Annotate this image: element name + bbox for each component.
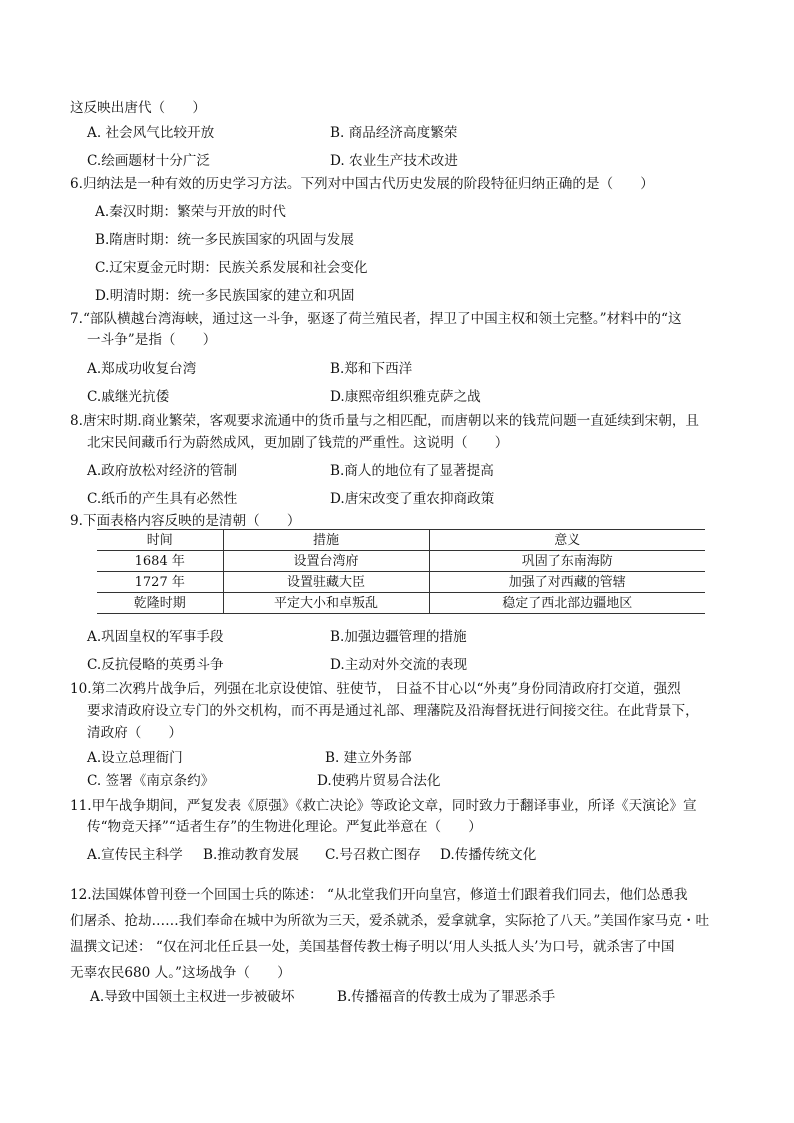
q7-stem-line1: 7.“部队横越台湾海峡，通过这一斗争，驱逐了荷兰殖民者，捍卫了中国主权和领土完整。”材料中的“这 (70, 311, 682, 327)
q10-option-d[interactable]: D.使鸦片贸易合法化 (317, 773, 441, 789)
table-cell: 加强了对西藏的管辖 (429, 572, 705, 593)
q5-option-a[interactable]: A. 社会风气比较开放 (87, 125, 215, 141)
table-header-row (97, 530, 705, 551)
q9-option-c[interactable]: C.反抗侵略的英勇斗争 (87, 657, 224, 673)
table-cell: 稳定了西北部边疆地区 (429, 593, 705, 614)
q8-option-a[interactable]: A.政府放松对经济的管制 (87, 463, 238, 479)
q11-option-d[interactable]: D.传播传统文化 (440, 847, 537, 863)
q11-option-c[interactable]: C.号召救亡图存 (325, 847, 421, 863)
q8-stem-line1: 8.唐宋时期.商业繁荣，客观要求流通中的货币量与之相匹配，而唐朝以来的钱荒问题一直延续到宋朝，且 (70, 413, 700, 429)
table-cell: 1727 年 (97, 572, 223, 593)
table-header-cell: 时间 (97, 530, 223, 551)
q12-stem-line4: 无辜农民680 人。”这场战争（ ） (70, 965, 291, 981)
q5-stem: 这反映出唐代（ ） (70, 100, 206, 116)
q6-option-a[interactable]: A.秦汉时期：繁荣与开放的时代 (95, 204, 286, 220)
q9-table (97, 529, 705, 614)
q9-stem: 9.下面表格内容反映的是清朝（ ） (70, 513, 301, 529)
table-cell: 1684 年 (97, 551, 223, 572)
q12-stem-line2: 们屠杀、抢劫……我们奉命在城中为所欲为三天，爱杀就杀，爱拿就拿，实际抢了八天。”美国作家马克・吐 (70, 913, 710, 929)
q7-stem-line2: 一斗争”是指（ ） (87, 332, 217, 348)
table-cell: 平定大小和卓叛乱 (223, 593, 429, 614)
q7-option-d[interactable]: D.康熙帝组织雅克萨之战 (330, 389, 481, 405)
q8-stem-line2: 北宋民间藏币行为蔚然成风，更加剧了钱荒的严重性。这说明（ ） (87, 435, 509, 451)
q10-option-b[interactable]: B. 建立外务部 (325, 750, 412, 766)
q12-option-a[interactable]: A.导致中国领土主权进一步被破坏 (90, 989, 295, 1005)
q6-option-b[interactable]: B.隋唐时期：统一多民族国家的巩固与发展 (95, 232, 354, 248)
q7-option-b[interactable]: B.郑和下西洋 (330, 361, 413, 377)
q12-option-b[interactable]: B.传播福音的传教士成为了罪恶杀手 (337, 989, 556, 1005)
q5-option-d[interactable]: D. 农业生产技术改进 (330, 153, 458, 169)
q9-option-b[interactable]: B.加强边疆管理的措施 (330, 629, 467, 645)
table-row (97, 572, 705, 593)
q9-option-a[interactable]: A.巩固皇权的军事手段 (87, 629, 224, 645)
q11-option-a[interactable]: A.宣传民主科学 (87, 847, 183, 863)
q10-stem-line2: 要求清政府设立专门的外交机构，而不再是通过礼部、理藩院及沿海督抚进行间接交往。在此背景下， (87, 703, 699, 719)
q6-option-c[interactable]: C.辽宋夏金元时期：民族关系发展和社会变化 (95, 260, 368, 276)
q5-option-c[interactable]: C.绘画题材十分广泛 (87, 153, 210, 169)
q7-option-a[interactable]: A.郑成功收复台湾 (87, 361, 197, 377)
q8-option-c[interactable]: C.纸币的产生具有必然性 (87, 491, 238, 507)
q10-option-a[interactable]: A.设立总理衙门 (87, 750, 183, 766)
table-cell: 乾隆时期 (97, 593, 223, 614)
table-cell: 设置台湾府 (223, 551, 429, 572)
q10-stem-line1: 10.第二次鸦片战争后，列强在北京设使馆、驻使节， 日益不甘心以“外夷”身份同清政府打交道，强烈 (70, 681, 681, 697)
table-header-cell: 意义 (429, 530, 705, 551)
q5-option-b[interactable]: B. 商品经济高度繁荣 (330, 125, 458, 141)
table-cell: 设置驻藏大臣 (223, 572, 429, 593)
q10-option-c[interactable]: C. 签署《南京条约》 (87, 773, 215, 789)
q11-stem-line1: 11.甲午战争期间，严复发表《原强》《救亡决论》等政论文章，同时致力于翻译事业，所译《天演论》宣 (70, 798, 697, 814)
q9-option-d[interactable]: D.主动对外交流的表现 (330, 657, 468, 673)
q12-stem-line3: 温撰文记述： “仅在河北任丘县一处，美国基督传教士梅子明以‘用人头抵人头’为口号，就杀害了中国 (70, 939, 675, 955)
q8-option-d[interactable]: D.唐宋改变了重农抑商政策 (330, 491, 495, 507)
q12-stem-line1: 12.法国媒体曾刊登一个回国士兵的陈述： “从北堂我们开向皇宫，修道士们跟着我们同去，他们怂恿我 (70, 887, 688, 903)
q10-stem-line3: 清政府（ ） (87, 725, 183, 741)
q6-option-d[interactable]: D.明清时期：统一多民族国家的建立和巩固 (95, 288, 355, 304)
q7-option-c[interactable]: C.戚继光抗倭 (87, 389, 170, 405)
table-row (97, 551, 705, 572)
table-header-cell: 措施 (223, 530, 429, 551)
table-cell: 巩固了东南海防 (429, 551, 705, 572)
q8-option-b[interactable]: B.商人的地位有了显著提高 (330, 463, 494, 479)
q6-stem: 6.归纳法是一种有效的历史学习方法。下列对中国古代历史发展的阶段特征归纳正确的是（ ） (70, 176, 654, 192)
q11-stem-line2: 传“物竞天择”“适者生存”的生物进化理论。严复此举意在（ ） (87, 819, 482, 835)
table-row (97, 593, 705, 614)
q11-option-b[interactable]: B.推动教育发展 (203, 847, 299, 863)
